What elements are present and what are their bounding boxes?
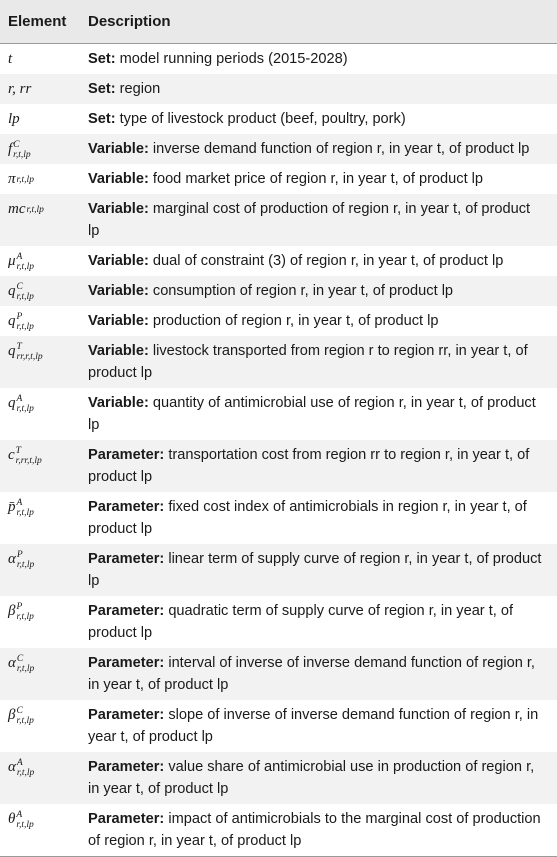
description-keyword: Variable:	[88, 283, 149, 299]
symbol-indices	[17, 312, 34, 332]
element-description	[88, 108, 557, 130]
symbol-indices	[27, 205, 44, 215]
description-keyword: Parameter:	[88, 655, 165, 671]
symbol-subscript: r,t,lp	[16, 403, 34, 414]
element-symbol	[0, 48, 88, 70]
description-keyword: Variable:	[88, 141, 149, 157]
description-keyword: Variable:	[88, 395, 149, 411]
symbol-text	[8, 251, 34, 272]
symbol-base: mc	[8, 201, 26, 217]
symbol-superscript: C	[16, 705, 23, 716]
table-row	[0, 104, 557, 134]
element-symbol	[0, 78, 88, 100]
description-text: fixed cost index of antimicrobials in region r, in year t, of product lp	[88, 499, 527, 537]
element-symbol	[0, 198, 88, 220]
table-body	[0, 44, 557, 856]
symbol-subscript: r,t,lp	[16, 321, 34, 332]
symbol-base: β	[8, 707, 16, 723]
symbol-text	[8, 311, 34, 332]
header-element: Element	[8, 13, 67, 30]
symbol-text	[8, 51, 12, 67]
description-keyword: Parameter:	[88, 811, 165, 827]
symbol-indices	[13, 140, 30, 160]
symbol-subscript: r,t,lp	[16, 819, 34, 830]
symbol-text	[8, 549, 35, 570]
symbol-text	[8, 111, 20, 127]
table-row	[0, 492, 557, 544]
description-keyword: Variable:	[88, 171, 149, 187]
description-keyword: Parameter:	[88, 707, 165, 723]
header-description: Description	[88, 13, 171, 30]
symbol-superscript: A	[16, 757, 23, 768]
description-text: slope of inverse of inverse demand function of region r, in year t, of product lp	[88, 707, 539, 745]
table-row	[0, 544, 557, 596]
description-text: value share of antimicrobial use in production of region r, in year t, of product lp	[88, 759, 535, 797]
description-text: quantity of antimicrobial use of region r, in year t, of product lp	[88, 395, 536, 433]
element-description	[88, 808, 557, 852]
symbol-text	[8, 809, 34, 830]
element-description	[88, 704, 557, 748]
description-keyword: Variable:	[88, 313, 149, 329]
description-keyword: Set:	[88, 51, 116, 67]
element-description	[88, 548, 557, 592]
element-description	[88, 138, 557, 160]
element-description	[88, 392, 557, 436]
symbol-base: q	[8, 343, 16, 359]
symbol-subscript: r,t,lp	[16, 663, 35, 674]
symbol-indices	[16, 706, 33, 726]
description-keyword: Parameter:	[88, 499, 165, 515]
symbol-base: q	[8, 313, 16, 329]
symbol-superscript: A	[16, 809, 23, 820]
symbol-superscript: P	[16, 549, 23, 560]
symbol-text	[8, 393, 34, 414]
symbol-base: α	[8, 759, 16, 775]
symbol-indices	[17, 342, 43, 362]
symbol-superscript: A	[16, 497, 23, 508]
symbol-subscript: r,t,lp	[13, 149, 31, 160]
element-description	[88, 280, 557, 302]
table-row	[0, 246, 557, 276]
element-symbol	[0, 280, 88, 302]
description-keyword: Parameter:	[88, 759, 165, 775]
element-symbol	[0, 168, 88, 190]
symbol-indices	[17, 550, 34, 570]
element-description	[88, 444, 557, 488]
symbol-base: π	[8, 171, 16, 187]
description-text: model running periods (2015-2028)	[115, 51, 348, 67]
element-symbol	[0, 808, 88, 830]
table-row	[0, 336, 557, 388]
element-description	[88, 496, 557, 540]
table-row	[0, 648, 557, 700]
symbol-text	[8, 705, 34, 726]
symbol-text	[8, 445, 42, 466]
symbol-subscript: r,t,lp	[26, 204, 44, 215]
symbol-indices	[17, 252, 34, 272]
symbol-subscript: r,t,lp	[16, 507, 34, 518]
symbol-subscript: r,t,lp	[16, 559, 35, 570]
element-symbol	[0, 310, 88, 332]
element-description	[88, 652, 557, 696]
description-text: region	[115, 81, 161, 97]
symbol-base: t	[8, 51, 13, 67]
element-symbol	[0, 600, 88, 622]
symbol-subscript: r,t,lp	[16, 291, 34, 302]
description-text: food market price of region r, in year t, of product lp	[148, 171, 484, 187]
description-keyword: Parameter:	[88, 603, 165, 619]
symbol-text	[8, 601, 34, 622]
description-keyword: Variable:	[88, 253, 149, 269]
symbol-base: θ	[8, 811, 16, 827]
symbol-indices	[16, 602, 33, 622]
symbol-base: α	[8, 655, 16, 671]
description-text: quadratic term of supply curve of region r, in year t, of product lp	[88, 603, 514, 641]
element-description	[88, 250, 557, 272]
symbol-base: q	[8, 395, 16, 411]
symbol-superscript: C	[16, 653, 24, 664]
symbol-indices	[17, 282, 34, 302]
element-description	[88, 198, 557, 242]
table-header	[0, 0, 557, 44]
symbol-superscript: A	[16, 393, 23, 404]
table-row	[0, 44, 557, 74]
table-row	[0, 752, 557, 804]
symbol-superscript: C	[16, 281, 23, 292]
symbol-base: α	[8, 551, 16, 567]
table-row	[0, 700, 557, 752]
symbol-base: c	[8, 447, 15, 463]
symbol-base: p̄	[8, 499, 16, 515]
element-symbol	[0, 138, 88, 160]
symbol-indices	[17, 498, 34, 518]
symbol-text	[8, 757, 35, 778]
description-text: transportation cost from region rr to region r, in year t, of product lp	[88, 447, 530, 485]
element-symbol	[0, 108, 88, 130]
symbol-subscript: r,t,lp	[16, 767, 35, 778]
table-row	[0, 164, 557, 194]
table-row	[0, 74, 557, 104]
element-symbol	[0, 652, 88, 674]
element-description	[88, 78, 557, 100]
element-description	[88, 600, 557, 644]
symbol-indices	[17, 654, 34, 674]
symbol-subscript: rr,r,t,lp	[16, 351, 43, 362]
description-text: interval of inverse of inverse demand function of region r, in year t, of product lp	[88, 655, 535, 693]
symbol-subscript: r,t,lp	[16, 715, 34, 726]
symbol-base: μ	[8, 253, 16, 269]
description-text: linear term of supply curve of region r, in year t, of product lp	[88, 551, 542, 589]
element-symbol	[0, 340, 88, 362]
description-text: inverse demand function of region r, in year t, of product lp	[148, 141, 530, 157]
description-text: livestock transported from region r to region rr, in year t, of product lp	[88, 343, 528, 381]
element-symbol	[0, 444, 88, 466]
symbol-superscript: A	[16, 251, 23, 262]
description-text: dual of constraint (3) of region r, in year t, of product lp	[148, 253, 504, 269]
symbol-subscript: r,t,lp	[16, 611, 34, 622]
table-row	[0, 276, 557, 306]
symbol-superscript: P	[16, 311, 23, 322]
symbol-base: q	[8, 283, 16, 299]
table-row	[0, 388, 557, 440]
symbol-indices	[17, 758, 34, 778]
element-description	[88, 756, 557, 800]
symbol-subscript: r,t,lp	[16, 261, 34, 272]
symbol-base: lp	[8, 111, 20, 127]
symbol-indices	[17, 394, 34, 414]
table-row	[0, 194, 557, 246]
description-keyword: Parameter:	[88, 551, 165, 567]
element-symbol	[0, 392, 88, 414]
element-symbol	[0, 496, 88, 518]
element-description	[88, 168, 557, 190]
description-text: type of livestock product (beef, poultry, pork)	[115, 111, 406, 127]
symbol-text	[8, 281, 34, 302]
symbol-base: f	[8, 141, 13, 157]
table-row	[0, 134, 557, 164]
element-symbol	[0, 756, 88, 778]
table-row	[0, 596, 557, 648]
symbol-indices	[16, 446, 42, 466]
description-keyword: Set:	[88, 81, 116, 97]
table-row	[0, 804, 557, 856]
description-text: impact of antimicrobials to the marginal cost of production of region r, in year t, of product lp	[88, 811, 541, 849]
symbol-superscript: C	[13, 139, 20, 150]
description-text: marginal cost of production of region r, in year t, of product lp	[88, 201, 531, 239]
element-description	[88, 340, 557, 384]
symbol-indices	[17, 175, 34, 185]
description-text: consumption of region r, in year t, of product lp	[148, 283, 454, 299]
element-description	[88, 48, 557, 70]
element-symbol	[0, 548, 88, 570]
symbol-superscript: P	[16, 601, 23, 612]
symbol-subscript: r,rr,t,lp	[15, 455, 42, 466]
element-symbol	[0, 704, 88, 726]
symbol-text	[8, 139, 31, 160]
symbol-text	[8, 171, 34, 187]
symbol-superscript: T	[15, 445, 21, 456]
symbol-base: β	[8, 603, 16, 619]
symbol-base: r, rr	[8, 81, 32, 97]
symbol-text	[8, 497, 34, 518]
description-keyword: Parameter:	[88, 447, 165, 463]
description-text: production of region r, in year t, of product lp	[148, 313, 439, 329]
symbol-text	[8, 201, 44, 217]
symbol-superscript: T	[16, 341, 22, 352]
symbol-text	[8, 653, 35, 674]
table-row	[0, 306, 557, 336]
description-keyword: Variable:	[88, 201, 149, 217]
symbol-text	[8, 341, 43, 362]
table-row	[0, 440, 557, 492]
element-symbol	[0, 250, 88, 272]
element-description	[88, 310, 557, 332]
description-keyword: Variable:	[88, 343, 149, 359]
symbol-subscript: r,t,lp	[16, 174, 34, 185]
symbol-indices	[16, 810, 33, 830]
description-keyword: Set:	[88, 111, 116, 127]
symbol-text	[8, 81, 31, 97]
